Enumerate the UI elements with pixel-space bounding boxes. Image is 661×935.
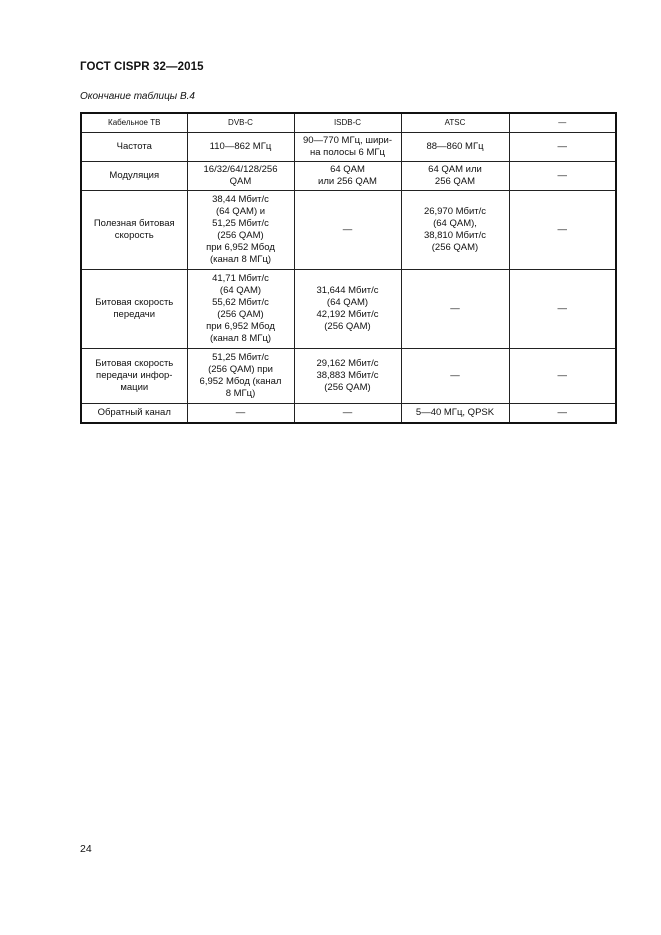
cable-tv-spec-table bbox=[80, 112, 617, 424]
table-row bbox=[81, 133, 616, 162]
table-row bbox=[81, 349, 616, 404]
row-label-payload-bitrate: Полезная битовая скорость bbox=[81, 191, 187, 270]
column-header-dvb-c: DVB-C bbox=[187, 113, 294, 133]
document-title: ГОСТ CISPR 32—2015 bbox=[80, 61, 204, 73]
row-label-information-bitrate: Битовая скорость передачи инфор- мации bbox=[81, 349, 187, 404]
table-cell: 64 QAM или 256 QAM bbox=[401, 162, 509, 191]
table-cell: — bbox=[294, 404, 401, 424]
table-cell: — bbox=[294, 191, 401, 270]
table-cell: — bbox=[509, 404, 616, 424]
row-label-transmission-bitrate: Битовая скорость передачи bbox=[81, 270, 187, 349]
column-header-atsc: ATSC bbox=[401, 113, 509, 133]
row-label-return-channel: Обратный канал bbox=[81, 404, 187, 424]
table-cell: — bbox=[509, 133, 616, 162]
table-cell: 88—860 МГц bbox=[401, 133, 509, 162]
table-cell: — bbox=[401, 349, 509, 404]
table-cell: 51,25 Мбит/с (256 QAM) при 6,952 Мбод (канал 8 МГц) bbox=[187, 349, 294, 404]
table-cell: — bbox=[509, 270, 616, 349]
table-caption: Окончание таблицы В.4 bbox=[80, 91, 195, 102]
table-cell: — bbox=[509, 162, 616, 191]
table-cell: 64 QAM или 256 QAM bbox=[294, 162, 401, 191]
row-label-modulation: Модуляция bbox=[81, 162, 187, 191]
table-row bbox=[81, 162, 616, 191]
table-cell: — bbox=[509, 349, 616, 404]
table-cell: 110—862 МГц bbox=[187, 133, 294, 162]
page-number: 24 bbox=[80, 843, 92, 855]
table-cell: 31,644 Мбит/с (64 QAM) 42,192 Мбит/с (256 QAM) bbox=[294, 270, 401, 349]
table-row bbox=[81, 191, 616, 270]
table-row bbox=[81, 404, 616, 424]
table-cell: 29,162 Мбит/с 38,883 Мбит/с (256 QAM) bbox=[294, 349, 401, 404]
table-row bbox=[81, 270, 616, 349]
table-header-row bbox=[81, 113, 616, 133]
table-cell: 41,71 Мбит/с (64 QAM) 55,62 Мбит/с (256 QAM) при 6,952 Мбод (канал 8 МГц) bbox=[187, 270, 294, 349]
table-cell: 26,970 Мбит/с (64 QAM), 38,810 Мбит/с (256 QAM) bbox=[401, 191, 509, 270]
row-label-frequency: Частота bbox=[81, 133, 187, 162]
table-cell: 5—40 МГц, QPSK bbox=[401, 404, 509, 424]
table-cell: — bbox=[401, 270, 509, 349]
table-cell: 38,44 Мбит/с (64 QAM) и 51,25 Мбит/с (256 QAM) при 6,952 Мбод (канал 8 МГц) bbox=[187, 191, 294, 270]
table-cell: 90—770 МГц, шири- на полосы 6 МГц bbox=[294, 133, 401, 162]
table-cell: — bbox=[187, 404, 294, 424]
table-cell: 16/32/64/128/256 QAM bbox=[187, 162, 294, 191]
column-header-cable-tv: Кабельное ТВ bbox=[81, 113, 187, 133]
column-header-isdb-c: ISDB-C bbox=[294, 113, 401, 133]
column-header-dash: — bbox=[509, 113, 616, 133]
table-cell: — bbox=[509, 191, 616, 270]
